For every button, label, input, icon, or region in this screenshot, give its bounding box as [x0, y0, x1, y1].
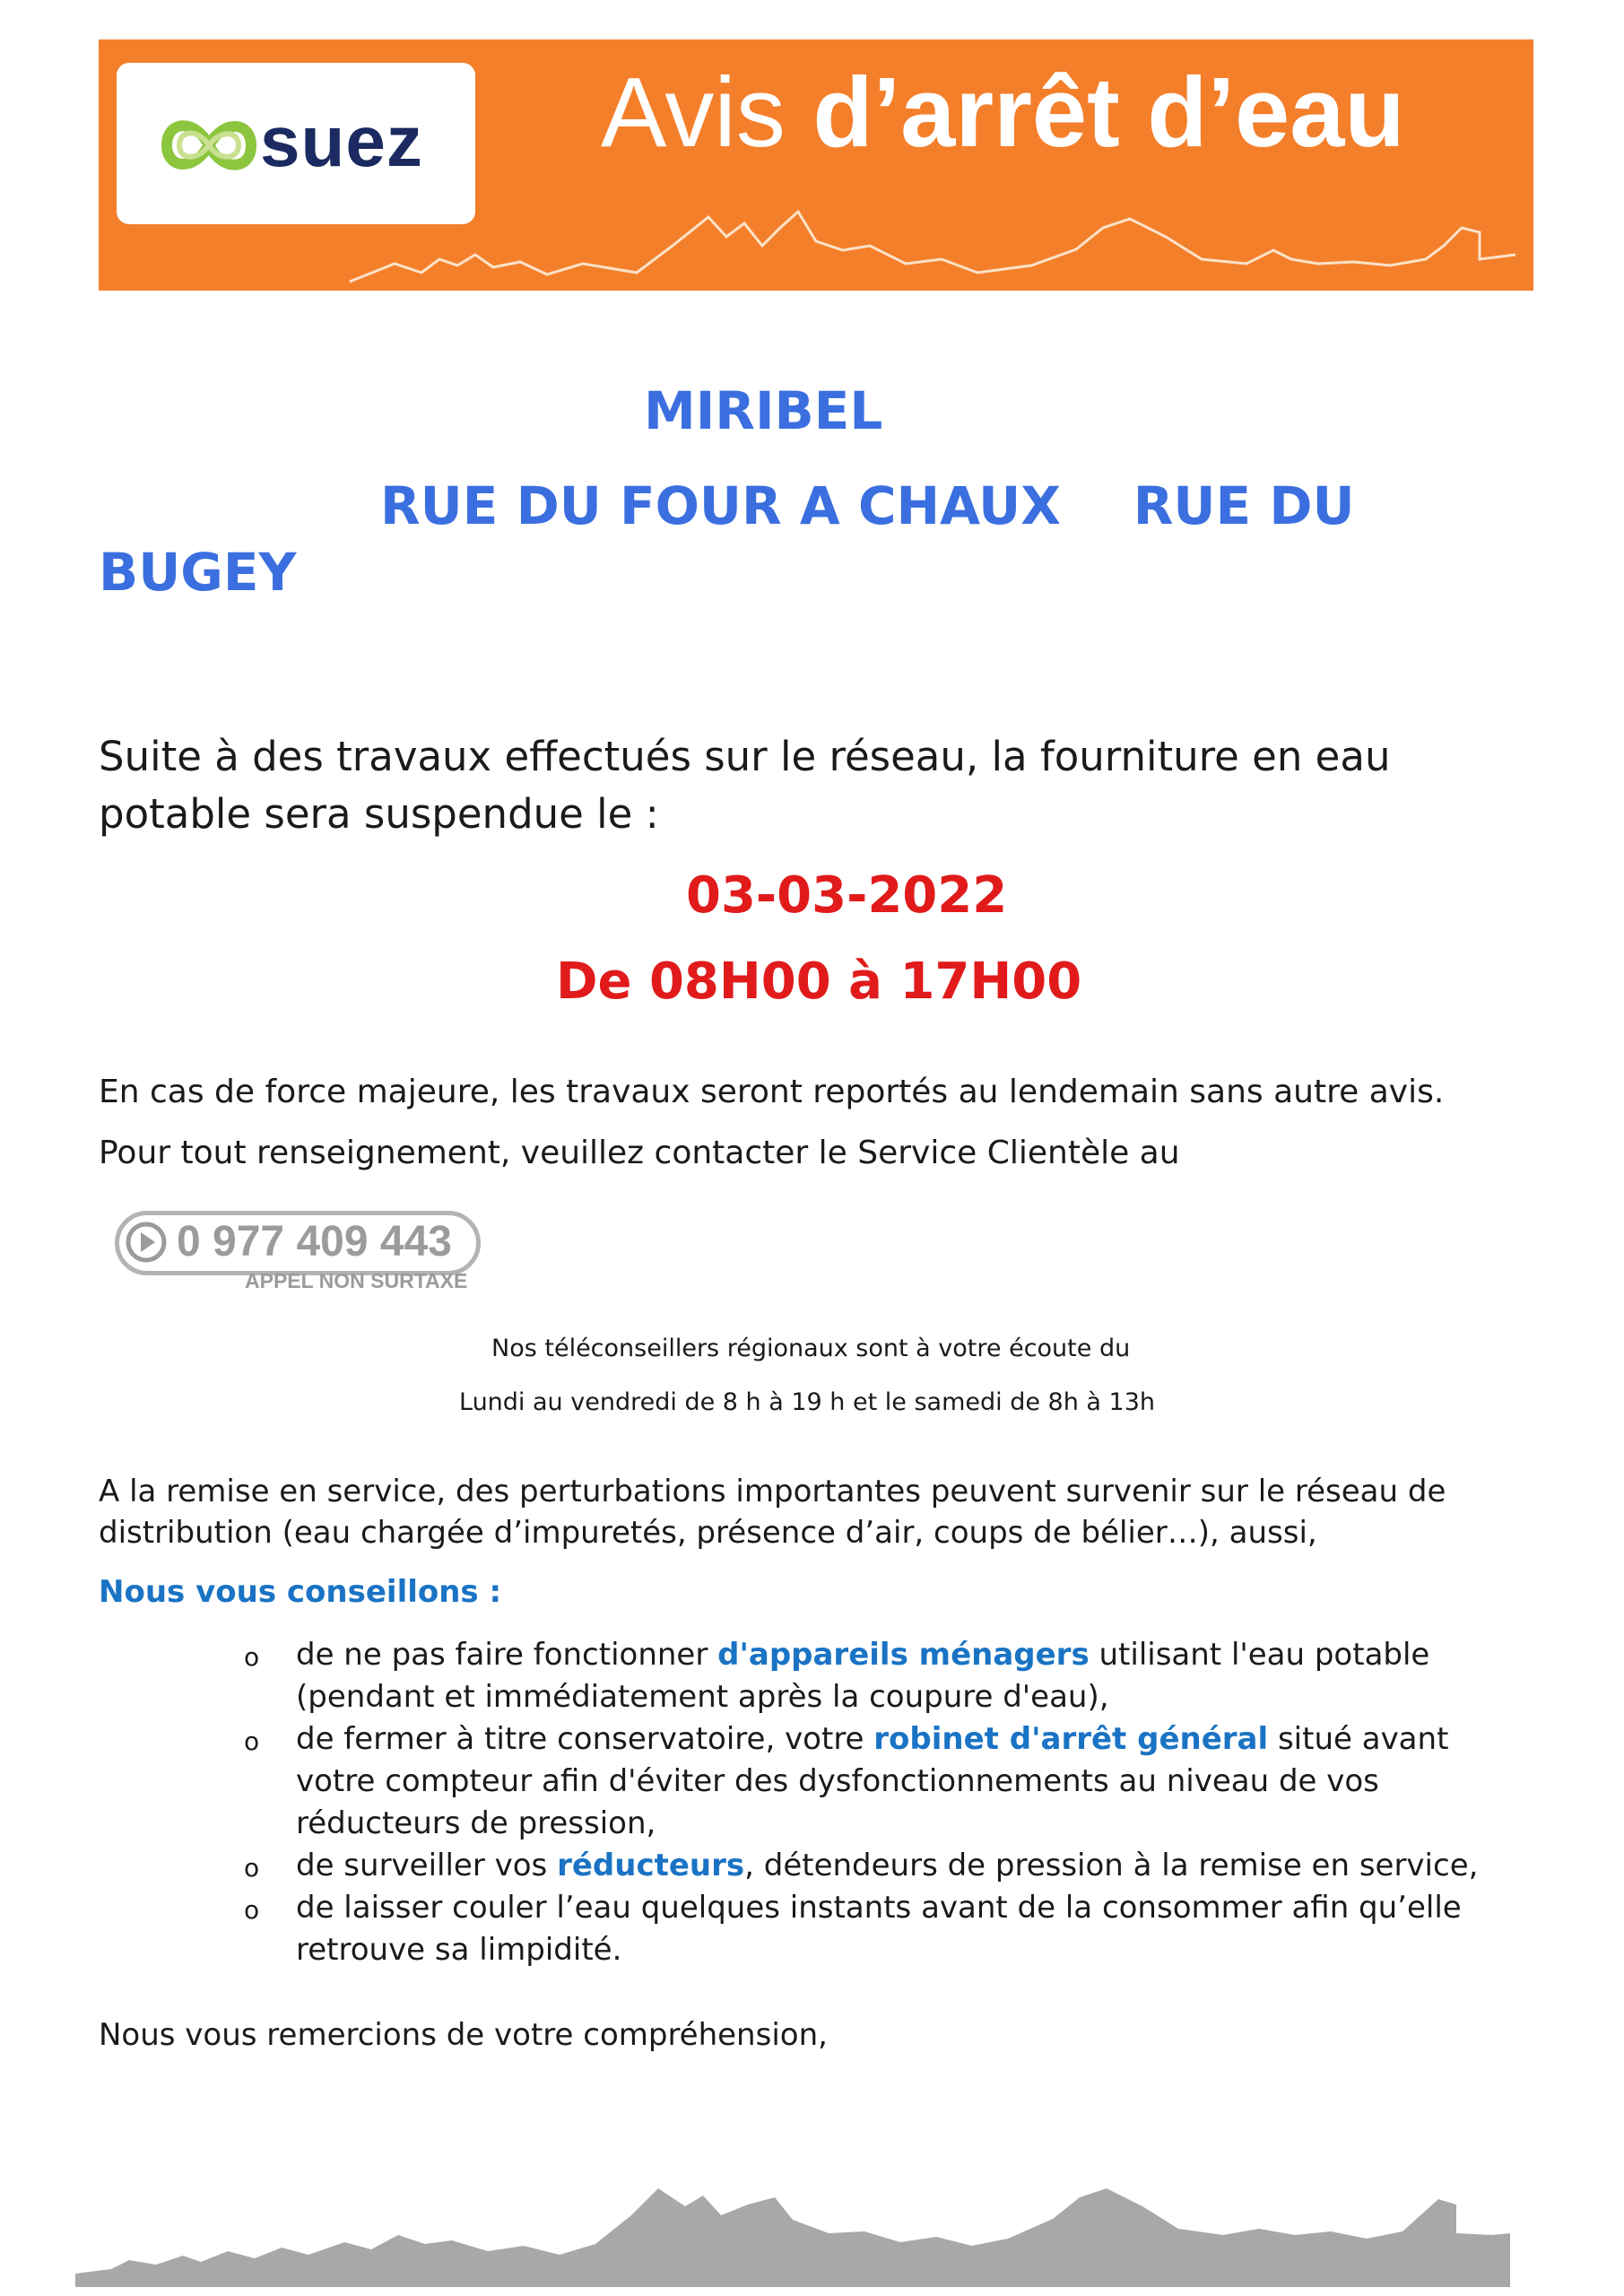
- advice-text: de ne pas faire fonctionner: [296, 1637, 718, 1673]
- advice-item: [244, 1845, 1498, 1887]
- advice-item: [244, 1718, 1498, 1845]
- footer-skyline-illustration: [75, 2179, 1510, 2287]
- force-majeure-text: En cas de force majeure, les travaux seront reportés au lendemain sans autre avis.: [99, 1074, 1445, 1110]
- street-line-2: BUGEY: [99, 542, 297, 603]
- hours-line-2: Lundi au vendredi de 8 h à 19 h et le samedi de 8h à 13h: [459, 1388, 1156, 1416]
- advice-heading: Nous vous conseillons :: [99, 1574, 502, 1610]
- bullet: o: [244, 1895, 260, 1925]
- advice-text: de laisser couler l’eau quelques instants avant de la consommer afin qu’elle retrouve sa limpidité.: [296, 1890, 1462, 1968]
- interruption-time-range: De 08H00 à 17H00: [556, 952, 1082, 1011]
- advice-text: de surveiller vos: [296, 1848, 558, 1883]
- logo-panel: [117, 63, 475, 224]
- phone-note: APPEL NON SURTAXE: [245, 1269, 468, 1292]
- banner-title-bold: d’arrêt d’eau: [812, 57, 1405, 168]
- advice-highlight: d'appareils ménagers: [717, 1637, 1090, 1673]
- advice-highlight: réducteurs: [557, 1848, 745, 1883]
- logo-text: suez: [260, 101, 423, 181]
- banner-skyline-illustration: [99, 210, 1533, 291]
- perturbations-text: A la remise en service, des perturbations importantes peuvent survenir sur le réseau de distribution (eau chargée d’impuretés, présence d’air, coups de bélier…), aussi,: [99, 1474, 1446, 1551]
- notice-intro: Suite à des travaux effectués sur le réseau, la fourniture en eau potable sera suspendue le :: [99, 733, 1391, 838]
- phone-number: 0 977 409 443: [177, 1218, 452, 1265]
- advice-highlight: robinet d'arrêt général: [873, 1721, 1269, 1757]
- advice-text: de fermer à titre conservatoire, votre: [296, 1721, 874, 1757]
- bullet: o: [244, 1642, 260, 1672]
- advice-item: [244, 1887, 1498, 1971]
- bullet: o: [244, 1853, 260, 1883]
- bullet: o: [244, 1726, 260, 1756]
- interruption-date: 03-03-2022: [686, 866, 1008, 925]
- banner-title-prefix: Avis: [601, 57, 813, 168]
- advice-text: , détendeurs de pression à la remise en service,: [744, 1848, 1479, 1883]
- street-line-1: RUE DU FOUR A CHAUX RUE DU: [380, 475, 1355, 536]
- city-title: MIRIBEL: [644, 380, 883, 441]
- phone-number-badge: [115, 1211, 481, 1275]
- suez-logo-icon: [160, 109, 258, 181]
- header-banner: [99, 39, 1533, 291]
- play-arrow-icon: [125, 1221, 168, 1264]
- advice-list: [244, 1634, 1498, 1971]
- advice-text: situé avant votre compteur afin d'éviter des dysfonctionnements au niveau de vos réducteurs de pression,: [296, 1721, 1449, 1841]
- hours-line-1: Nos téléconseillers régionaux sont à votre écoute du: [491, 1335, 1131, 1362]
- banner-title: [601, 56, 1405, 170]
- closing-text: Nous vous remercions de votre compréhension,: [99, 2017, 828, 2053]
- contact-intro-text: Pour tout renseignement, veuillez contacter le Service Clientèle au: [99, 1135, 1180, 1171]
- advice-text: utilisant l'eau potable (pendant et immédiatement après la coupure d'eau),: [296, 1637, 1430, 1715]
- advice-item: [244, 1634, 1498, 1718]
